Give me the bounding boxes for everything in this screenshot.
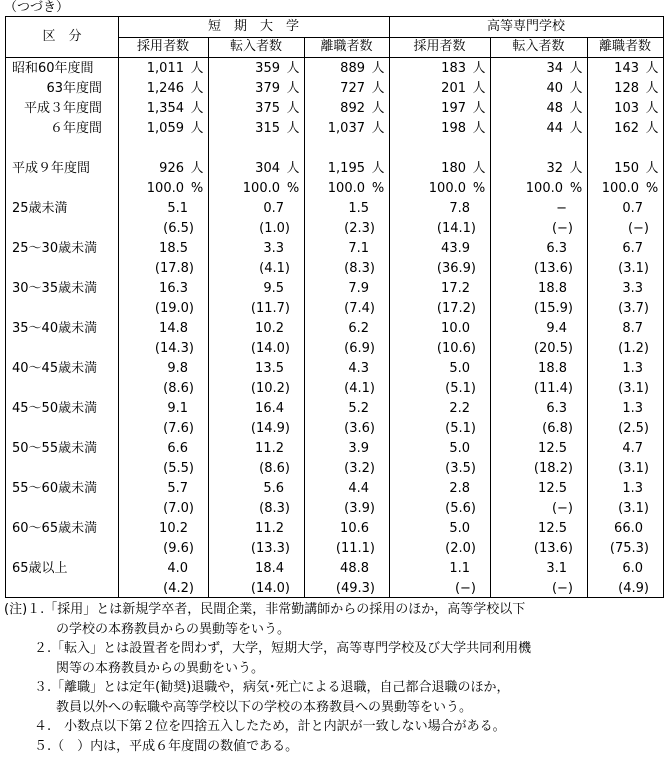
table-cell-value: 143 (614, 61, 639, 76)
table-cell-value: 315 (255, 121, 280, 136)
note-line: (注)１.「採用」とは新規学卒者，民間企業，非常勤講師からの採用のほか，高等学校以下 (4, 602, 526, 617)
junior-college-header: 短 期 大 学 (207, 19, 299, 34)
age-row-label: 40～45歳未満 (12, 361, 98, 376)
age-row-label: 45～50歳未満 (12, 401, 98, 416)
table-cell-value: 1,059 (146, 121, 184, 136)
table-cell-value: 48.8 (340, 561, 369, 576)
table-cell-previous: (3.9) (344, 501, 375, 516)
table-cell-value: 18.5 (159, 241, 188, 256)
subcolumn-header: 転入者数 (512, 39, 565, 54)
table-cell-value: 16.4 (255, 401, 284, 416)
row-label: 平成３年度間 (23, 101, 102, 116)
table-cell-value: 34 (546, 61, 563, 76)
table-cell-value: 1,037 (327, 121, 365, 136)
unit-label: % (286, 181, 300, 196)
table-cell-previous: (5.1) (445, 381, 476, 396)
unit-label: 人 (190, 61, 204, 76)
table-cell-value: 379 (255, 81, 280, 96)
table-cell-previous: (4.2) (163, 581, 194, 596)
continued-label: （つづき） (4, 0, 70, 15)
table-cell-value: 6.6 (167, 441, 188, 456)
table-cell-value: 198 (441, 121, 466, 136)
table-cell-value: 100.0 (146, 181, 184, 196)
unit-label: 人 (286, 61, 300, 76)
table-cell-previous: (3.1) (618, 381, 649, 396)
age-row-label: 25歳未満 (12, 201, 68, 216)
table-cell-value: 1,354 (146, 101, 184, 116)
table-cell-value: 100.0 (428, 181, 466, 196)
row-label: 63年度間 (46, 81, 102, 96)
table-cell-value: 3.3 (622, 281, 643, 296)
table-cell-value: 727 (340, 81, 365, 96)
table-cell-value: 892 (340, 101, 365, 116)
table-cell-previous: (8.3) (344, 261, 375, 276)
unit-label: 人 (472, 61, 486, 76)
table-cell-previous: (11.4) (533, 381, 573, 396)
table-cell-value: 9.1 (167, 401, 188, 416)
table-cell-previous: (5.1) (445, 421, 476, 436)
table-cell-value: 10.0 (441, 321, 470, 336)
table-cell-previous: (14.0) (250, 581, 290, 596)
table-cell-previous: (8.6) (163, 381, 194, 396)
table-cell-previous: (17.8) (154, 261, 194, 276)
table-cell-value: 44 (546, 121, 563, 136)
table-cell-previous: (2.5) (618, 421, 649, 436)
subcolumn-header: 離職者数 (598, 39, 651, 54)
table-cell-previous: (3.1) (618, 501, 649, 516)
table-cell-previous: (3.2) (344, 461, 375, 476)
header-bottom-rule (6, 57, 663, 58)
table-cell-value: 6.2 (348, 321, 369, 336)
table-cell-previous: (−) (551, 501, 573, 516)
table-cell-value: 1.3 (622, 361, 643, 376)
note-line: ５.（ ）内は，平成６年度間の数値である。 (34, 738, 299, 754)
table-cell-value: 5.1 (167, 201, 188, 216)
table-cell-previous: (6.5) (163, 221, 194, 236)
table-cell-value: 10.2 (255, 321, 284, 336)
table-cell-value: 11.2 (255, 441, 284, 456)
table-cell-value: 9.8 (167, 361, 188, 376)
table-cell-previous: (4.9) (618, 581, 649, 596)
table-cell-value: 5.0 (449, 441, 470, 456)
table-cell-value: 4.4 (348, 481, 369, 496)
table-cell-value: 11.2 (255, 521, 284, 536)
age-row-label: 50～55歳未満 (12, 441, 98, 456)
table-cell-value: 12.5 (538, 441, 567, 456)
row-label: 昭和60年度間 (12, 61, 94, 76)
table-cell-previous: (7.4) (344, 301, 375, 316)
table-cell-previous: (14.1) (436, 221, 476, 236)
table-cell-value: 48 (546, 101, 563, 116)
unit-label: 人 (645, 81, 659, 96)
table-cell-value: 4.0 (167, 561, 188, 576)
table-cell-value: 9.4 (546, 321, 567, 336)
note-line: 関等の本務教員からの異動をいう。 (56, 660, 265, 676)
table-cell-value: 10.6 (340, 521, 369, 536)
unit-label: 人 (472, 81, 486, 96)
table-cell-value: 12.5 (538, 521, 567, 536)
table-cell-value: 13.5 (255, 361, 284, 376)
table-cell-previous: (14.0) (250, 341, 290, 356)
table-cell-previous: (−) (627, 221, 649, 236)
table-cell-value: 2.2 (449, 401, 470, 416)
unit-label: % (569, 181, 583, 196)
table-cell-value: 4.7 (622, 441, 643, 456)
table-cell-value: 100.0 (525, 181, 563, 196)
unit-label: 人 (645, 61, 659, 76)
table-cell-previous: (5.6) (445, 501, 476, 516)
table-cell-value: 3.9 (348, 441, 369, 456)
table-cell-value: 201 (441, 81, 466, 96)
table-cell-value: 7.8 (449, 201, 470, 216)
table-cell-previous: (11.1) (335, 541, 375, 556)
unit-label: 人 (569, 161, 583, 176)
table-cell-value: 7.9 (348, 281, 369, 296)
table-cell-value: 3.3 (263, 241, 284, 256)
note-line: ４. 小数点以下第２位を四捨五入したため，計と内訳が一致しない場合がある。 (34, 719, 506, 734)
table-cell-value: 7.1 (348, 241, 369, 256)
table-cell-value: 4.3 (348, 361, 369, 376)
table-cell-previous: (6.8) (542, 421, 573, 436)
table-cell-value: 17.2 (441, 281, 470, 296)
unit-label: 人 (569, 101, 583, 116)
unit-label: 人 (645, 101, 659, 116)
unit-label: 人 (569, 81, 583, 96)
unit-label: 人 (472, 121, 486, 136)
table-cell-previous: (3.6) (344, 421, 375, 436)
table-cell-value: 100.0 (327, 181, 365, 196)
note-line: ２.「転入」とは設置者を問わず，大学，短期大学，高等専門学校及び大学共同利用機 (34, 641, 532, 656)
table-cell-value: 8.7 (622, 321, 643, 336)
table-cell-previous: (7.6) (163, 421, 194, 436)
table-cell-value: 18.8 (538, 361, 567, 376)
table-cell-value: 6.3 (546, 401, 567, 416)
table-cell-value: 5.7 (167, 481, 188, 496)
statistics-table (5, 16, 664, 598)
table-cell-value: 375 (255, 101, 280, 116)
table-cell-value: − (556, 201, 567, 216)
table-cell-previous: (14.3) (154, 341, 194, 356)
table-cell-previous: (8.3) (259, 501, 290, 516)
table-cell-value: 103 (614, 101, 639, 116)
table-cell-value: 5.2 (348, 401, 369, 416)
unit-label: 人 (371, 121, 385, 136)
table-cell-previous: (15.9) (533, 301, 573, 316)
table-cell-value: 40 (546, 81, 563, 96)
table-cell-value: 6.7 (622, 241, 643, 256)
table-cell-value: 162 (614, 121, 639, 136)
table-cell-previous: (−) (454, 581, 476, 596)
table-cell-previous: (19.0) (154, 301, 194, 316)
row-label: 平成９年度間 (12, 161, 91, 176)
unit-label: 人 (286, 81, 300, 96)
unit-label: % (371, 181, 385, 196)
note-line: の学校の本務教員からの異動等をいう。 (56, 621, 291, 637)
table-cell-value: 43.9 (441, 241, 470, 256)
table-cell-value: 14.8 (159, 321, 188, 336)
table-cell-value: 3.1 (546, 561, 567, 576)
unit-label: 人 (286, 101, 300, 116)
table-cell-value: 1.5 (348, 201, 369, 216)
table-cell-previous: (3.5) (445, 461, 476, 476)
table-cell-previous: (3.1) (618, 261, 649, 276)
table-cell-previous: (7.0) (163, 501, 194, 516)
table-cell-value: 926 (159, 161, 184, 176)
table-cell-previous: (18.2) (533, 461, 573, 476)
table-cell-value: 180 (441, 161, 466, 176)
table-cell-previous: (17.2) (436, 301, 476, 316)
unit-label: 人 (472, 101, 486, 116)
unit-label: 人 (645, 121, 659, 136)
table-cell-previous: (20.5) (533, 341, 573, 356)
table-cell-value: 0.7 (622, 201, 643, 216)
table-cell-value: 5.0 (449, 361, 470, 376)
table-cell-previous: (5.5) (163, 461, 194, 476)
subcolumn-header: 採用者数 (413, 39, 466, 54)
unit-label: % (472, 181, 486, 196)
table-cell-value: 5.0 (449, 521, 470, 536)
table-cell-previous: (4.1) (344, 381, 375, 396)
age-row-label: 60～65歳未満 (12, 521, 98, 536)
table-cell-previous: (11.7) (250, 301, 290, 316)
subcolumn-header: 離職者数 (320, 39, 373, 54)
table-cell-previous: (−) (551, 581, 573, 596)
table-cell-value: 6.3 (546, 241, 567, 256)
unit-label: 人 (569, 121, 583, 136)
unit-label: 人 (286, 121, 300, 136)
table-cell-value: 18.8 (538, 281, 567, 296)
technical-college-header: 高等専門学校 (486, 19, 565, 34)
table-cell-previous: (14.9) (250, 421, 290, 436)
table-cell-value: 6.0 (622, 561, 643, 576)
row-label: ６年度間 (49, 121, 102, 136)
age-row-label: 35～40歳未満 (12, 321, 98, 336)
table-cell-value: 1.1 (449, 561, 470, 576)
unit-label: 人 (371, 101, 385, 116)
subcolumn-header: 転入者数 (229, 39, 282, 54)
table-cell-value: 10.2 (159, 521, 188, 536)
table-cell-value: 1,246 (146, 81, 184, 96)
table-cell-previous: (13.6) (533, 541, 573, 556)
note-line: 教員以外への転職や高等学校以下の学校の本務教員への異動等をいう。 (56, 699, 473, 715)
table-cell-value: 150 (614, 161, 639, 176)
table-cell-value: 128 (614, 81, 639, 96)
table-cell-previous: (2.0) (445, 541, 476, 556)
table-cell-value: 16.3 (159, 281, 188, 296)
table-cell-previous: (13.6) (533, 261, 573, 276)
table-cell-value: 359 (255, 61, 280, 76)
subcolumn-header: 採用者数 (136, 39, 189, 54)
unit-label: 人 (190, 121, 204, 136)
table-cell-value: 197 (441, 101, 466, 116)
table-cell-previous: (1.2) (618, 341, 649, 356)
table-cell-value: 32 (546, 161, 563, 176)
age-row-label: 30～35歳未満 (12, 281, 98, 296)
unit-label: 人 (645, 161, 659, 176)
table-cell-value: 1,195 (327, 161, 365, 176)
table-cell-previous: (13.3) (250, 541, 290, 556)
table-cell-value: 100.0 (601, 181, 639, 196)
table-cell-value: 18.4 (255, 561, 284, 576)
unit-label: % (190, 181, 204, 196)
unit-label: 人 (190, 161, 204, 176)
table-cell-previous: (3.1) (618, 461, 649, 476)
table-cell-previous: (75.3) (609, 541, 649, 556)
table-cell-value: 66.0 (614, 521, 643, 536)
unit-label: 人 (286, 161, 300, 176)
table-cell-value: 0.7 (263, 201, 284, 216)
table-cell-value: 100.0 (242, 181, 280, 196)
table-cell-previous: (−) (551, 221, 573, 236)
unit-label: 人 (190, 101, 204, 116)
unit-label: 人 (190, 81, 204, 96)
age-row-label: 55～60歳未満 (12, 481, 98, 496)
table-cell-value: 889 (340, 61, 365, 76)
group-header-rule (118, 37, 663, 38)
table-cell-value: 2.8 (449, 481, 470, 496)
age-row-label: 25～30歳未満 (12, 241, 98, 256)
table-cell-value: 183 (441, 61, 466, 76)
table-cell-value: 12.5 (538, 481, 567, 496)
note-line: ３.「離職」とは定年(勧奨)退職や，病気･死亡による退職，自己都合退職のほか， (34, 680, 510, 695)
unit-label: 人 (371, 161, 385, 176)
unit-label: 人 (371, 81, 385, 96)
table-cell-value: 1,011 (146, 61, 184, 76)
unit-label: % (645, 181, 659, 196)
unit-label: 人 (472, 161, 486, 176)
unit-label: 人 (371, 61, 385, 76)
table-cell-previous: (4.1) (259, 261, 290, 276)
unit-label: 人 (569, 61, 583, 76)
table-cell-value: 9.5 (263, 281, 284, 296)
table-cell-value: 304 (255, 161, 280, 176)
age-row-label: 65歳以上 (12, 561, 68, 576)
table-cell-previous: (6.9) (344, 341, 375, 356)
table-cell-previous: (49.3) (335, 581, 375, 596)
table-cell-value: 1.3 (622, 481, 643, 496)
table-cell-previous: (9.6) (163, 541, 194, 556)
table-cell-previous: (8.6) (259, 461, 290, 476)
table-cell-previous: (2.3) (344, 221, 375, 236)
table-cell-value: 5.6 (263, 481, 284, 496)
table-cell-value: 1.3 (622, 401, 643, 416)
table-cell-previous: (10.2) (250, 381, 290, 396)
table-cell-previous: (36.9) (436, 261, 476, 276)
category-header: 区 分 (42, 29, 82, 44)
table-cell-previous: (3.7) (618, 301, 649, 316)
table-cell-previous: (10.6) (436, 341, 476, 356)
table-cell-previous: (1.0) (259, 221, 290, 236)
